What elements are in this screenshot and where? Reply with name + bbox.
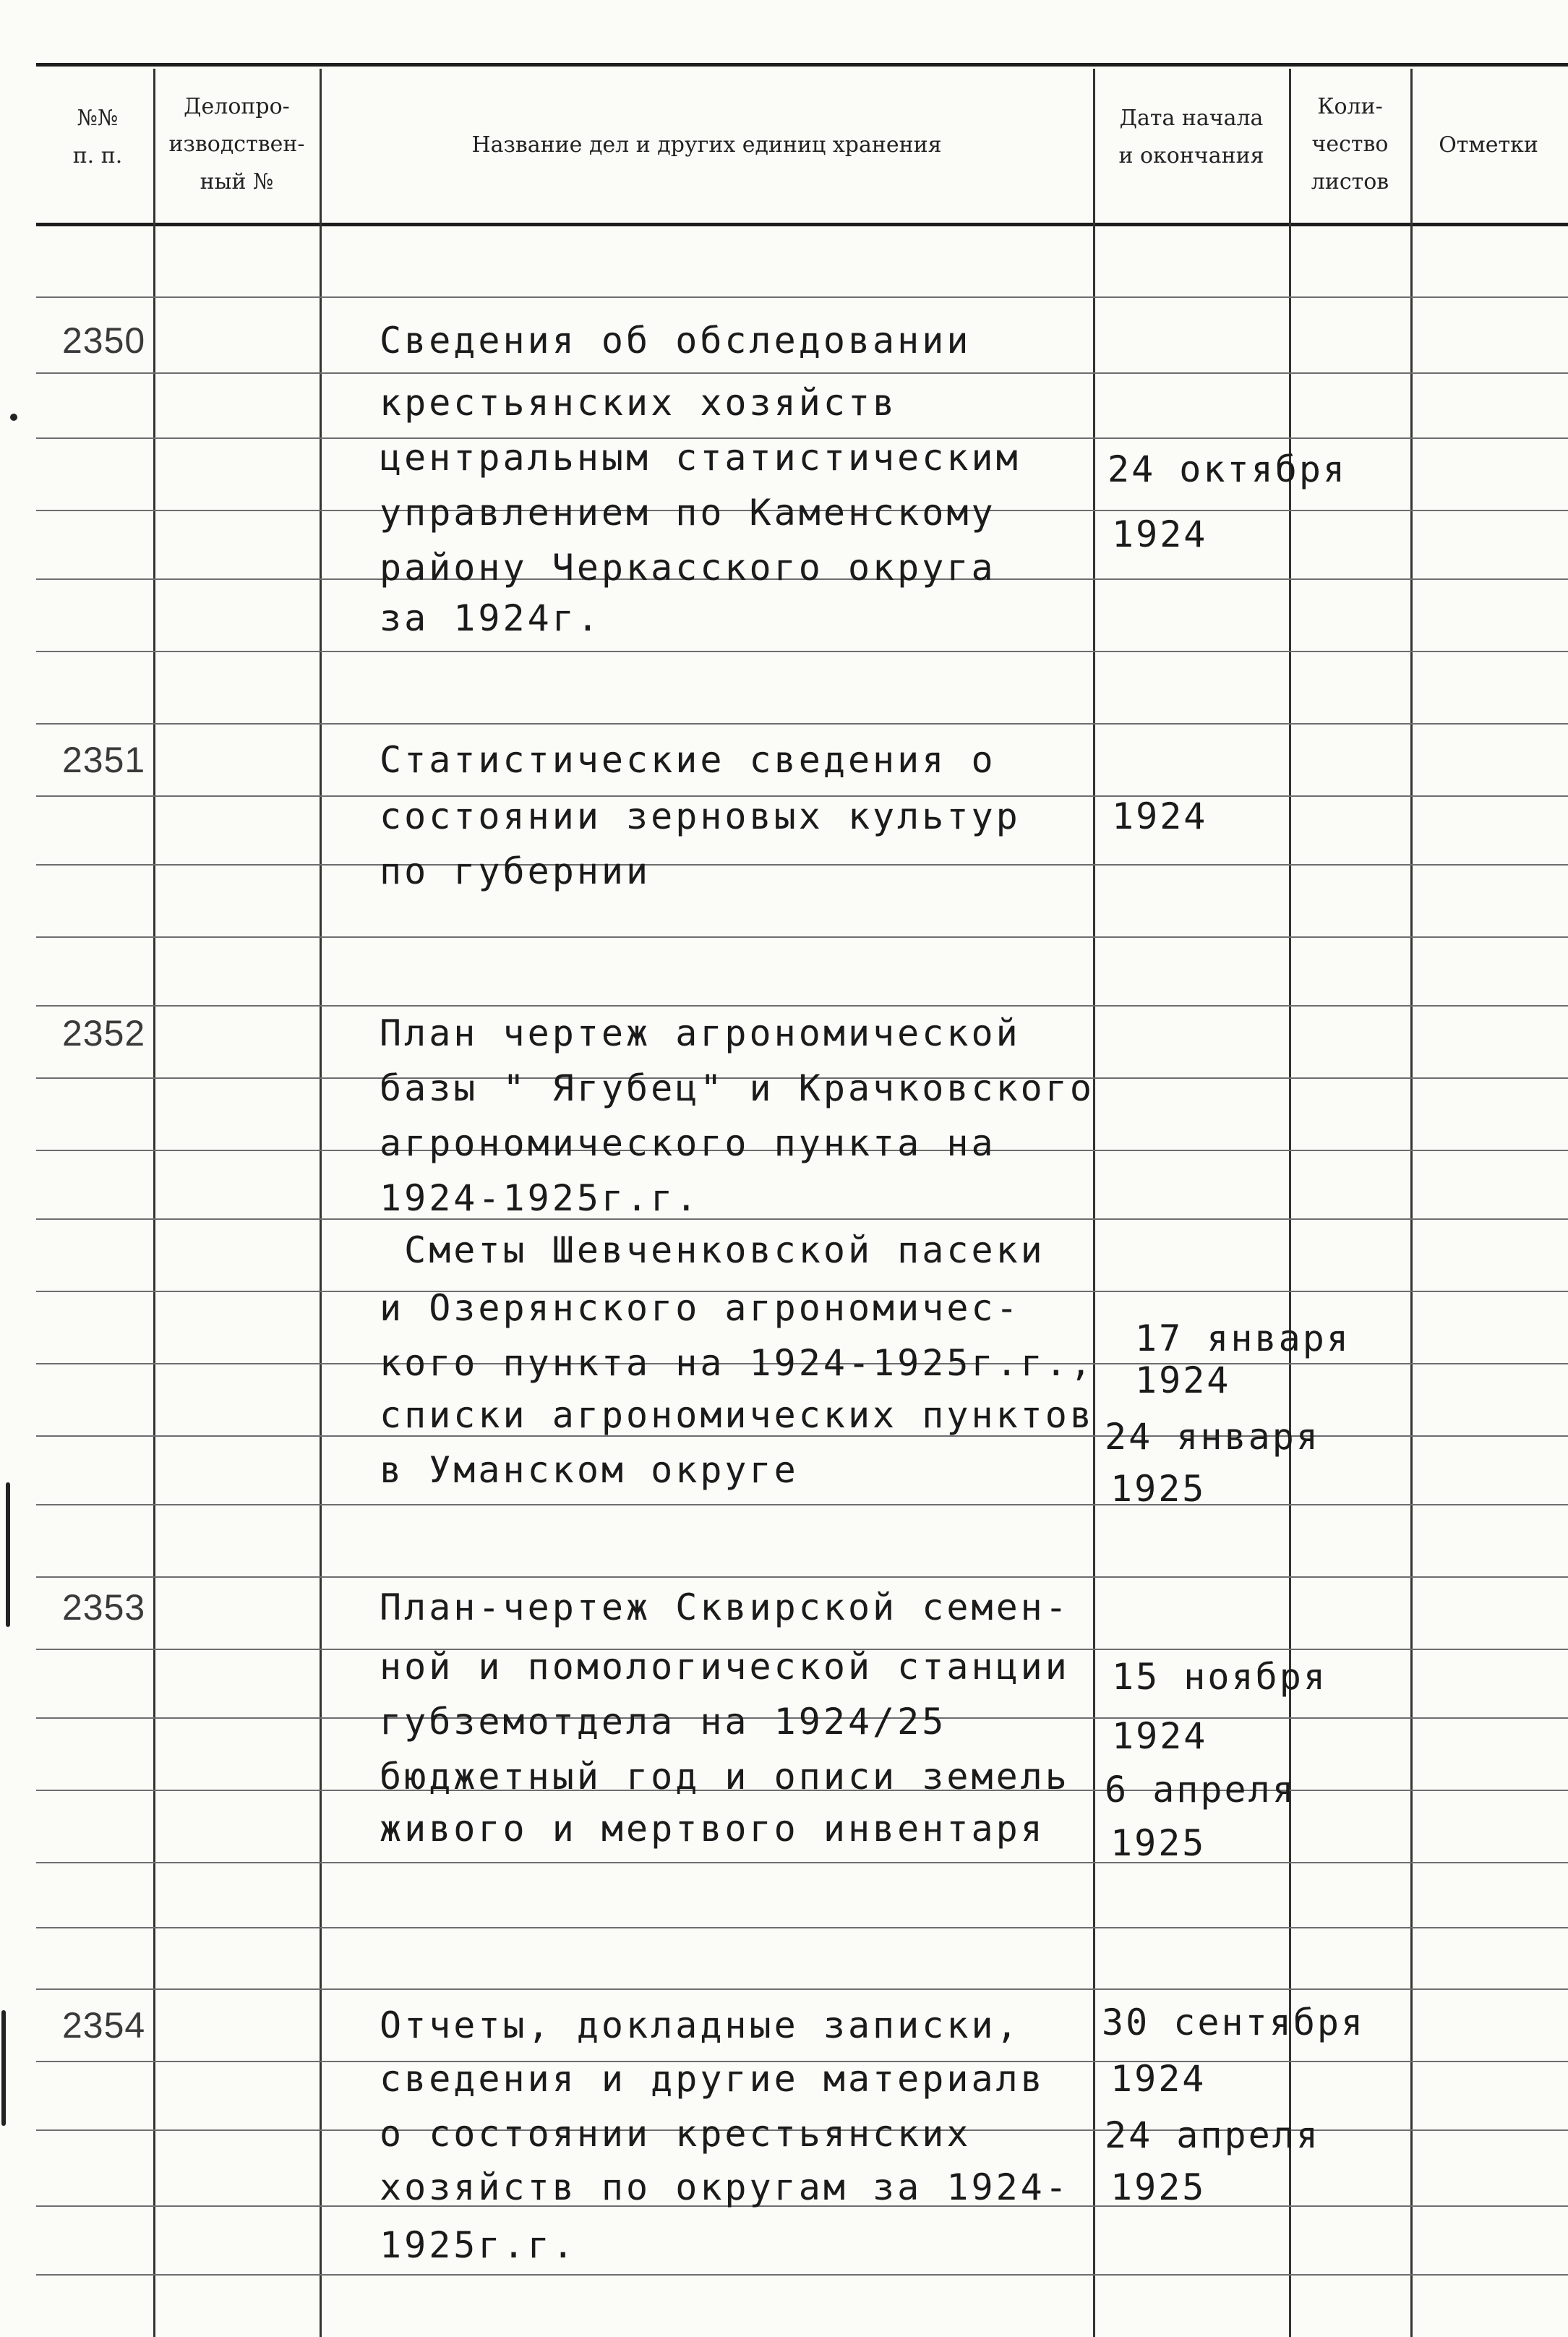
record-date-line: 24 октября: [1108, 448, 1348, 490]
record-title-line: губземотдела на 1924/25: [380, 1701, 947, 1743]
record-title-line: по губернии: [380, 850, 651, 892]
record-title-line: списки агрономических пунктов: [380, 1394, 1094, 1436]
record-date-line: 15 ноября: [1112, 1656, 1327, 1698]
column-rule: [1289, 69, 1291, 2337]
record-title-line: Сметы Шевченковской пасеки: [380, 1229, 1045, 1271]
record-title-line: Отчеты, докладные записки,: [380, 2004, 1021, 2046]
ruled-line: [36, 1988, 1568, 1990]
column-rule: [320, 69, 322, 2337]
record-date-line: 24 апреля: [1105, 2114, 1320, 2156]
record-date-line: 30 сентября: [1102, 2001, 1366, 2043]
record-title-line: крестьянских хозяйств: [380, 382, 898, 424]
record-number: 2351: [62, 740, 146, 780]
header-number: №№ п. п.: [72, 106, 123, 168]
record-date-line: 1924: [1110, 2058, 1207, 2100]
record-title-line: 1925г.г.: [380, 2224, 577, 2266]
ruled-line: [36, 651, 1568, 652]
header-bottom-rule: [36, 223, 1568, 226]
column-rule: [153, 69, 155, 2337]
record-title-line: центральным статистическим: [380, 437, 1021, 479]
record-date-line: 6 апреля: [1105, 1769, 1296, 1811]
ruled-line: [36, 723, 1568, 725]
record-title-line: кого пункта на 1924-1925г.г.,: [380, 1342, 1094, 1384]
record-date-line: 1925: [1110, 2166, 1207, 2208]
record-title-line: ной и помологической станции: [380, 1646, 1070, 1688]
column-rule: [1410, 69, 1413, 2337]
ruled-line: [36, 1218, 1568, 1220]
record-title-line: за 1924г.: [380, 597, 601, 639]
header-top-rule: [36, 63, 1568, 67]
record-title-line: базы " Ягубец" и Крачковского: [380, 1067, 1094, 1109]
record-title-line: управлением по Каменскому: [380, 492, 996, 534]
record-title-line: План чертеж агрономической: [380, 1012, 1021, 1054]
record-title-line: бюджетный год и описи земель: [380, 1756, 1070, 1798]
margin-mark: [6, 1482, 10, 1627]
ruled-line: [36, 1504, 1568, 1505]
column-rule: [1093, 69, 1095, 2337]
record-title-line: Сведения об обследовании: [380, 320, 972, 362]
record-title-line: агрономического пункта на: [380, 1122, 996, 1164]
record-date-line: 17 января: [1135, 1317, 1350, 1359]
record-date-line: 1925: [1110, 1468, 1207, 1510]
record-date-line: 1925: [1110, 1822, 1207, 1864]
record-title-line: в Уманском округе: [380, 1449, 799, 1491]
record-number: 2354: [62, 2005, 146, 2046]
ruled-line: [36, 1005, 1568, 1007]
record-date-line: 1924: [1135, 1359, 1231, 1401]
record-title-line: хозяйств по округам за 1924-: [380, 2166, 1070, 2208]
record-number: 2350: [62, 320, 146, 361]
record-date-line: 1924: [1112, 1715, 1208, 1757]
ruled-line: [36, 936, 1568, 938]
margin-mark: [1, 2010, 6, 2126]
record-title-line: району Черкасского округа: [380, 547, 996, 589]
ruled-line: [36, 864, 1568, 866]
record-title-line: План-чертеж Сквирской семен-: [380, 1586, 1070, 1628]
header-dates: Дата начала и окончания: [1118, 106, 1264, 168]
header-sheet-count: Коли- чество листов: [1311, 94, 1389, 195]
record-title-line: Статистические сведения о: [380, 739, 996, 781]
record-date-line: 1924: [1112, 513, 1208, 555]
header-title: Название дел и других единиц хранения: [471, 132, 942, 158]
record-number: 2353: [62, 1587, 146, 1628]
ruled-line: [36, 1862, 1568, 1863]
header-notes: Отметки: [1439, 132, 1538, 158]
record-title-line: 1924-1925г.г.: [380, 1177, 701, 1219]
ruled-line: [36, 296, 1568, 298]
record-title-line: сведения и другие материалв: [380, 2058, 1045, 2100]
margin-mark: [10, 414, 17, 421]
record-title-line: живого и мертвого инвентаря: [380, 1808, 1045, 1850]
record-date-line: 1924: [1112, 795, 1208, 837]
record-date-line: 24 января: [1105, 1416, 1320, 1458]
record-title-line: о состоянии крестьянских: [380, 2113, 972, 2155]
record-number: 2352: [62, 1013, 146, 1054]
header-office-number: Делопро- изводствен- ный №: [168, 94, 305, 195]
record-title-line: и Озерянского агрономичес-: [380, 1287, 1021, 1329]
ruled-line: [36, 372, 1568, 374]
record-title-line: состоянии зерновых культур: [380, 795, 1021, 837]
ruled-line: [36, 1576, 1568, 1578]
ruled-line: [36, 2274, 1568, 2276]
ruled-line: [36, 1927, 1568, 1928]
